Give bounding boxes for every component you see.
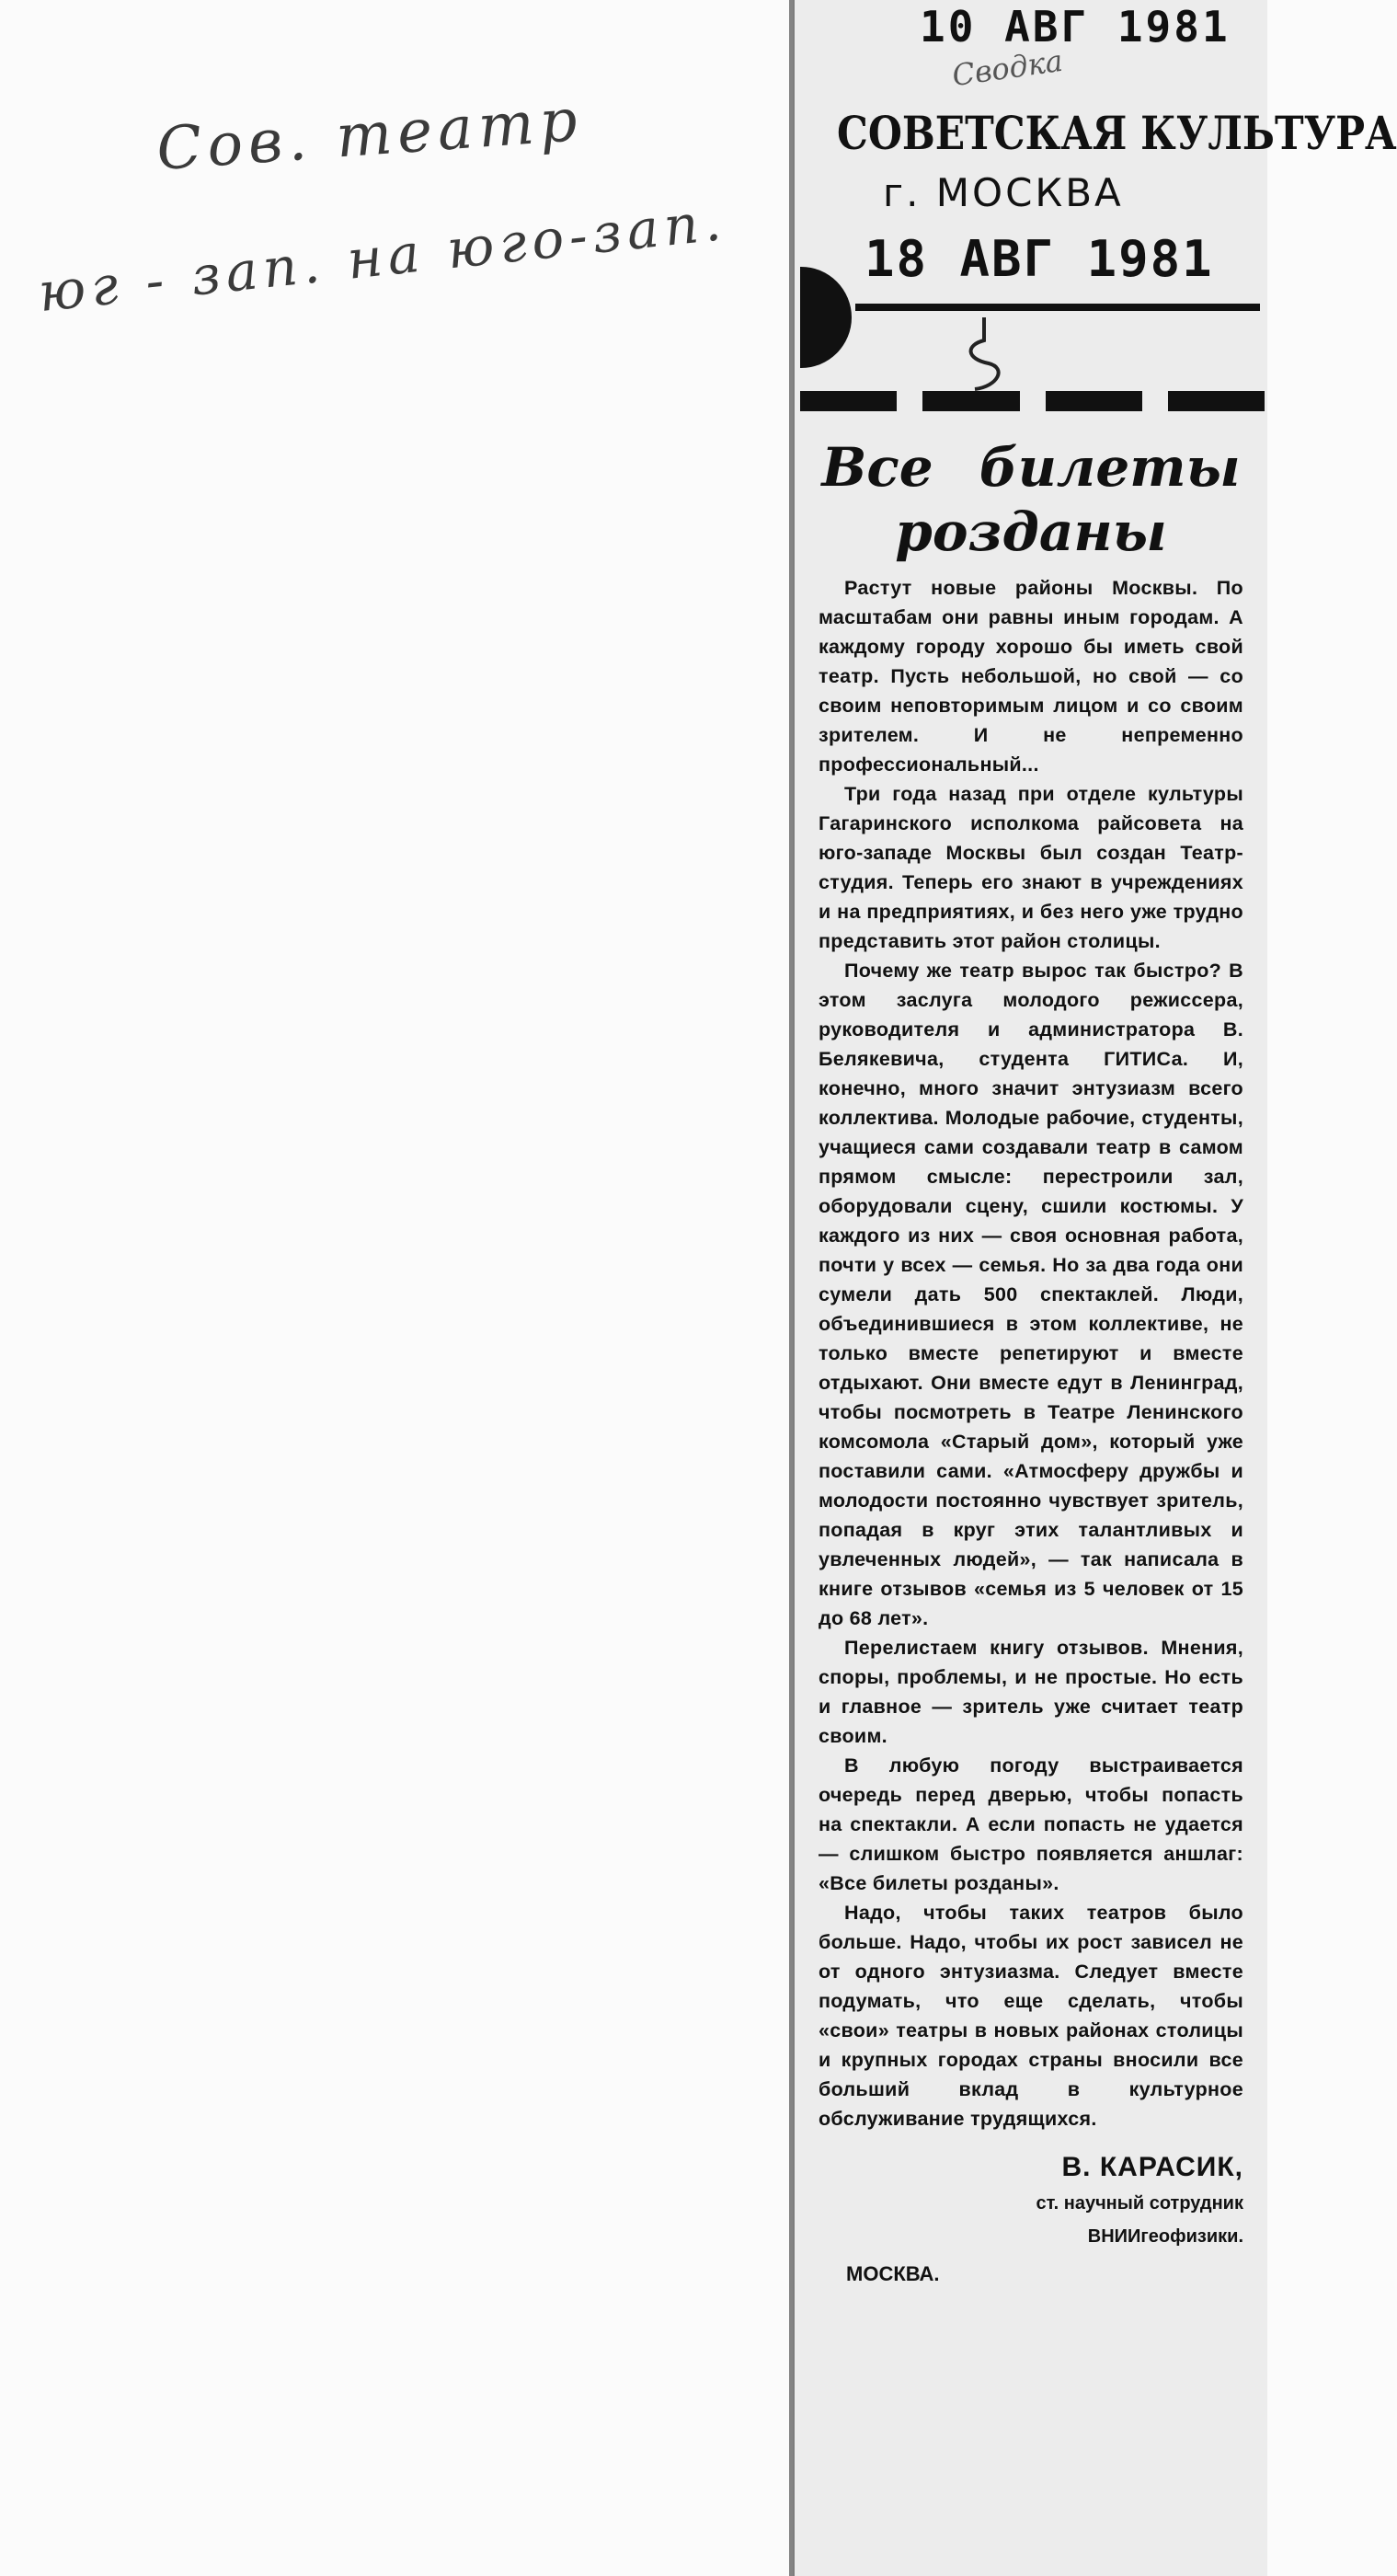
article xyxy=(819,428,1243,2286)
date-stamp-top: 10 АВГ 1981 xyxy=(920,2,1231,52)
divider-bar xyxy=(1046,391,1142,411)
newspaper-name: СОВЕТСКАЯ КУЛЬТУРА xyxy=(837,106,1397,160)
masthead-half-circle xyxy=(800,267,852,368)
author-name: В. КАРАСИК, xyxy=(1061,2152,1243,2182)
date-stamp-bottom: 18 АВГ 1981 xyxy=(865,230,1214,288)
masthead-rule xyxy=(855,304,1260,311)
article-paragraph: В любую погоду выстраивается очередь перед дверью, чтобы попасть на спектакли. А если попасть не удается — слишком быстро появляется аншлаг: «Все билеты розданы». xyxy=(819,1754,1243,1894)
divider-bar xyxy=(1168,391,1265,411)
article-headline: Все билеты розданы xyxy=(821,436,1241,563)
handwritten-note-line1: Сов. театр xyxy=(154,86,585,185)
article-paragraph: Растут новые районы Москвы. По масштабам они равны иным городам. А каждому городу хорошо бы иметь свой театр. Пусть небольшой, но свой — со своим неповторимым лицом и со своим зрителем. И не непременно профессиональный... xyxy=(819,577,1243,776)
article-paragraph: Перелистаем книгу отзывов. Мнения, споры, проблемы, и не простые. Но есть и главное — зритель уже считает театр своим. xyxy=(819,1637,1243,1747)
author-role: ст. научный сотрудник xyxy=(1036,2193,1243,2214)
masthead-handwritten-note: Сводка xyxy=(949,42,1065,94)
clipping-edge xyxy=(789,0,795,2576)
masthead xyxy=(800,0,1397,405)
section-divider-bars xyxy=(800,391,1265,411)
handwritten-note-line2: юг - зап. на юго-зап. xyxy=(35,189,729,325)
article-city: МОСКВА. xyxy=(846,2262,940,2285)
divider-bar xyxy=(922,391,1019,411)
author-organization: ВНИИгеофизики. xyxy=(1087,2226,1243,2247)
article-paragraph: Почему же театр вырос так быстро? В этом заслуга молодого режиссера, руководителя и администратора В. Белякевича, студента ГИТИСа. И, конечно, много значит энтузиазм всего коллектива. Молодые рабочие, студенты, учащиеся сами создавали театр в самом прямом смысле: перестроили зал, оборудовали сцену, сшили костюмы. У каждого из них — своя основная работа, почти у всех — семья. Но за два года они сумели дать 500 спектаклей. Люди, объединившиеся в этом коллективе, не только вместе репетируют и вместе отдыхают. Они вместе едут в Ленинград, чтобы посмотреть в Театре Ленинского комсомола «Старый дом», который уже поставили сами. «Атмосферу дружбы и молодости постоянно чувствует зритель, попадая в круг этих талантливых и увлеченных людей», — так написала в книге отзывов «семья из 5 человек от 15 до 68 лет». xyxy=(819,960,1243,1629)
article-paragraph: Три года назад при отделе культуры Гагаринского исполкома райсовета на юго-западе Москвы был создан Театр-студия. Теперь его знают в учреждениях и на предприятиях, и без него уже трудно представить этот район столицы. xyxy=(819,783,1243,952)
divider-bar xyxy=(800,391,897,411)
article-paragraph: Надо, чтобы таких театров было больше. Надо, чтобы их рост зависел не от одного энтузиазма. Следует вместе подумать, что еще сделать, чтобы «свои» театры в новых районах столицы и крупных городах страны вносили все больший вклад в культурное обслуживание трудящихся. xyxy=(819,1902,1243,2130)
newspaper-city: г. МОСКВА xyxy=(883,170,1124,215)
pen-scribble-icon xyxy=(956,317,1012,391)
